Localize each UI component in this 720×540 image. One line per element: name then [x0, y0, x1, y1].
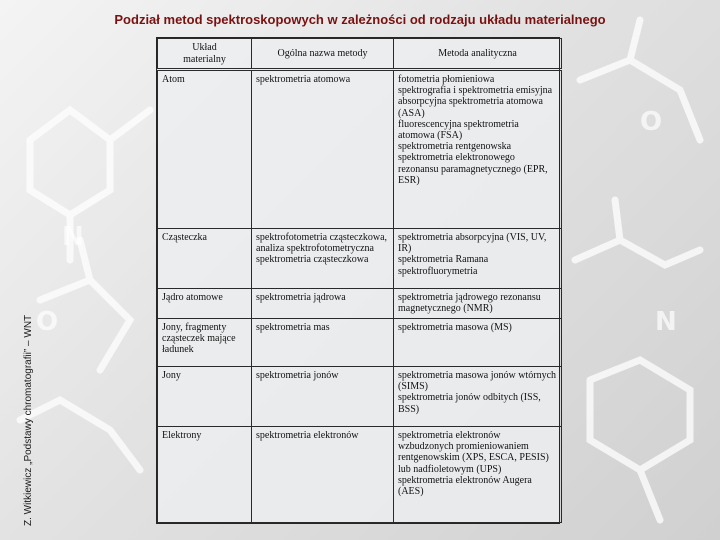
table-row [158, 427, 562, 523]
svg-text:O: O [36, 307, 59, 337]
cell-method: spektrometria jądrowa [252, 289, 394, 319]
cell-system: Jony, fragmenty cząsteczek mające ładunek [158, 319, 252, 367]
cell-method: spektrometria mas [252, 319, 394, 367]
cell-analytical: spektrometria masowa jonów wtórnych (SIMS) spektrometria jonów odbitych (ISS, BSS) [394, 367, 562, 427]
header-material-system: Układ materialny [158, 39, 252, 69]
table-header-row [158, 39, 562, 69]
slide-title: Podział metod spektroskopowych w zależności od rodzaju układu materialnego [114, 12, 606, 27]
cell-system: Atom [158, 71, 252, 229]
header-general-method-name: Ogólna nazwa metody [252, 39, 394, 69]
spectroscopy-methods-table [156, 37, 560, 524]
cell-analytical: spektrometria absorpcyjna (VIS, UV, IR) spektrometria Ramana spektrofluorymetria [394, 229, 562, 289]
svg-text:O: O [640, 107, 663, 137]
table-row [158, 319, 562, 367]
table-row [158, 229, 562, 289]
cell-analytical: fotometria płomieniowa spektrografia i spektrometria emisyjna absorpcyjna spektrometria atomowa (ASA) fluorescencyjna spektrometria atomowa (FSA) spektrometria rentgenowska spektrometria elektronowego rezonansu paramagnetycznego (EPR, ESR) [394, 71, 562, 229]
header-analytical-method: Metoda analityczna [394, 39, 562, 69]
cell-analytical: spektrometria masowa (MS) [394, 319, 562, 367]
cell-analytical: spektrometria jądrowego rezonansu magnetycznego (NMR) [394, 289, 562, 319]
cell-system: Jądro atomowe [158, 289, 252, 319]
cell-system: Jony [158, 367, 252, 427]
cell-system: Elektrony [158, 427, 252, 523]
svg-text:N: N [62, 222, 84, 252]
svg-text:N: N [655, 307, 677, 337]
cell-method: spektrometria elektronów [252, 427, 394, 523]
cell-method: spektrometria atomowa [252, 71, 394, 229]
table-row [158, 367, 562, 427]
table-row [158, 289, 562, 319]
source-citation: Z. Witkiewicz „Podstawy chromatografii” – WNT [23, 314, 34, 526]
table-row [158, 71, 562, 229]
cell-system: Cząsteczka [158, 229, 252, 289]
cell-method: spektrofotometria cząsteczkowa, analiza spektrofotometryczna spektrometria cząsteczkowa [252, 229, 394, 289]
cell-method: spektrometria jonów [252, 367, 394, 427]
cell-analytical: spektrometria elektronów wzbudzonych promieniowaniem rentgenowskim (XPS, ESCA, PESIS) lub nadfioletowym (UPS) spektrometria elektronów Augera (AES) [394, 427, 562, 523]
